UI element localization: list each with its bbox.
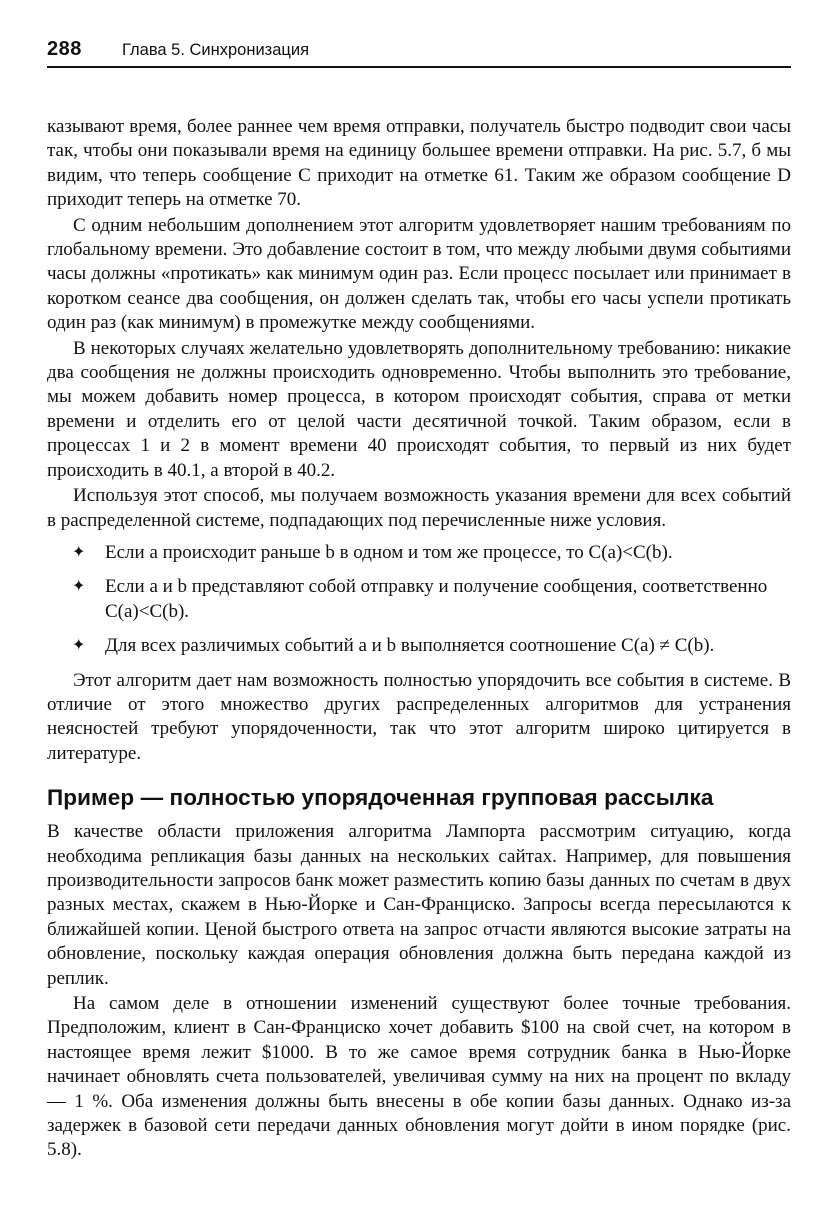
paragraph: В некоторых случаях желательно удовлетворять дополнительному требованию: никакие два сообщения не должны происходить одновременно. Чтобы выполнить это требование, мы можем добавить номер процесса, в котором происходят события, справа от метки времени и отделить его от целой части десятичной точкой. Таким образом, если в процессах 1 и 2 в момент времени 40 происходят события, то первый из них будет происходить в 40.1, а второй в 40.2. [47, 337, 791, 481]
paragraph: Используя этот способ, мы получаем возможность указания времени для всех событий в распределенной системе, подпадающих под перечисленные ниже условия. [47, 485, 791, 531]
list-item-text: Если a происходит раньше b в одном и том же процессе, то C(a)<C(b). [105, 541, 673, 563]
list-item [47, 541, 791, 565]
four-pointed-star-icon: ✦ [72, 637, 86, 655]
page-body [47, 115, 791, 1163]
four-pointed-star-icon: ✦ [72, 543, 86, 561]
list-item-text: Для всех различимых событий a и b выполняется соотношение C(a) ≠ C(b). [105, 635, 715, 657]
list-item-text: Если a и b представляют собой отправку и получение сообщения, соответственно C(a)<C(b). [105, 576, 768, 622]
paragraph: В качестве области приложения алгоритма Лампорта рассмотрим ситуацию, когда необходима репликация базы данных на нескольких сайтах. Например, для повышения производительности запросов банк может разместить копию базы данных по счетам в двух разных местах, скажем в Нью-Йорке и Сан-Франциско. Запросы всегда пересылаются к ближайшей копии. Ценой быстрого ответа на запрос отчасти являются высокие затраты на обновление, поскольку каждая операция обновления должна быть передана каждой из реплик. [47, 821, 791, 989]
paragraph: На самом деле в отношении изменений существуют более точные требования. Предположим, клиент в Сан-Франциско хочет добавить $100 на свой счет, на котором в настоящее время лежит $1000. В то же самое время сотрудник банка в Нью-Йорке начинает обновлять счета пользователей, увеличивая сумму на них на процент по вкладу — 1 %. Оба изменения должны быть внесены в обе копии базы данных. Однако из-за задержек в базовой сети передачи данных обновления могут дойти в ином порядке (рис. 5.8). [47, 993, 791, 1161]
paragraph: казывают время, более раннее чем время отправки, получатель быстро подводит свои часы так, чтобы они показывали время на единицу большее времени отправки. На рис. 5.7, б мы видим, что теперь сообщение C приходит на отметке 61. Таким же образом сообщение D приходит теперь на отметке 70. [47, 116, 791, 211]
section-heading: Пример — полностью упорядоченная групповая рассылка [47, 785, 714, 811]
list-item [47, 634, 791, 658]
paragraph: Этот алгоритм дает нам возможность полностью упорядочить все события в системе. В отличие от этого множество других распределенных алгоритмов для устранения неясностей требуют упорядоченности, так что этот алгоритм широко цитируется в литературе. [47, 669, 791, 764]
paragraph: С одним небольшим дополнением этот алгоритм удовлетворяет нашим требованиям по глобальному времени. Это добавление состоит в том, что между любыми двумя событиями часы должны «протикать» как минимум один раз. Если процесс посылает или принимает в коротком сеансе два сообщения, он должен сделать так, чтобы его часы успели протикать один раз (как минимум) в промежутке между сообщениями. [47, 214, 791, 334]
list-item [47, 575, 791, 624]
page-number: 288 [47, 38, 82, 60]
chapter-title: Глава 5. Синхронизация [122, 41, 310, 59]
four-pointed-star-icon: ✦ [72, 578, 86, 596]
bullet-list [47, 541, 791, 659]
running-header [47, 38, 791, 68]
